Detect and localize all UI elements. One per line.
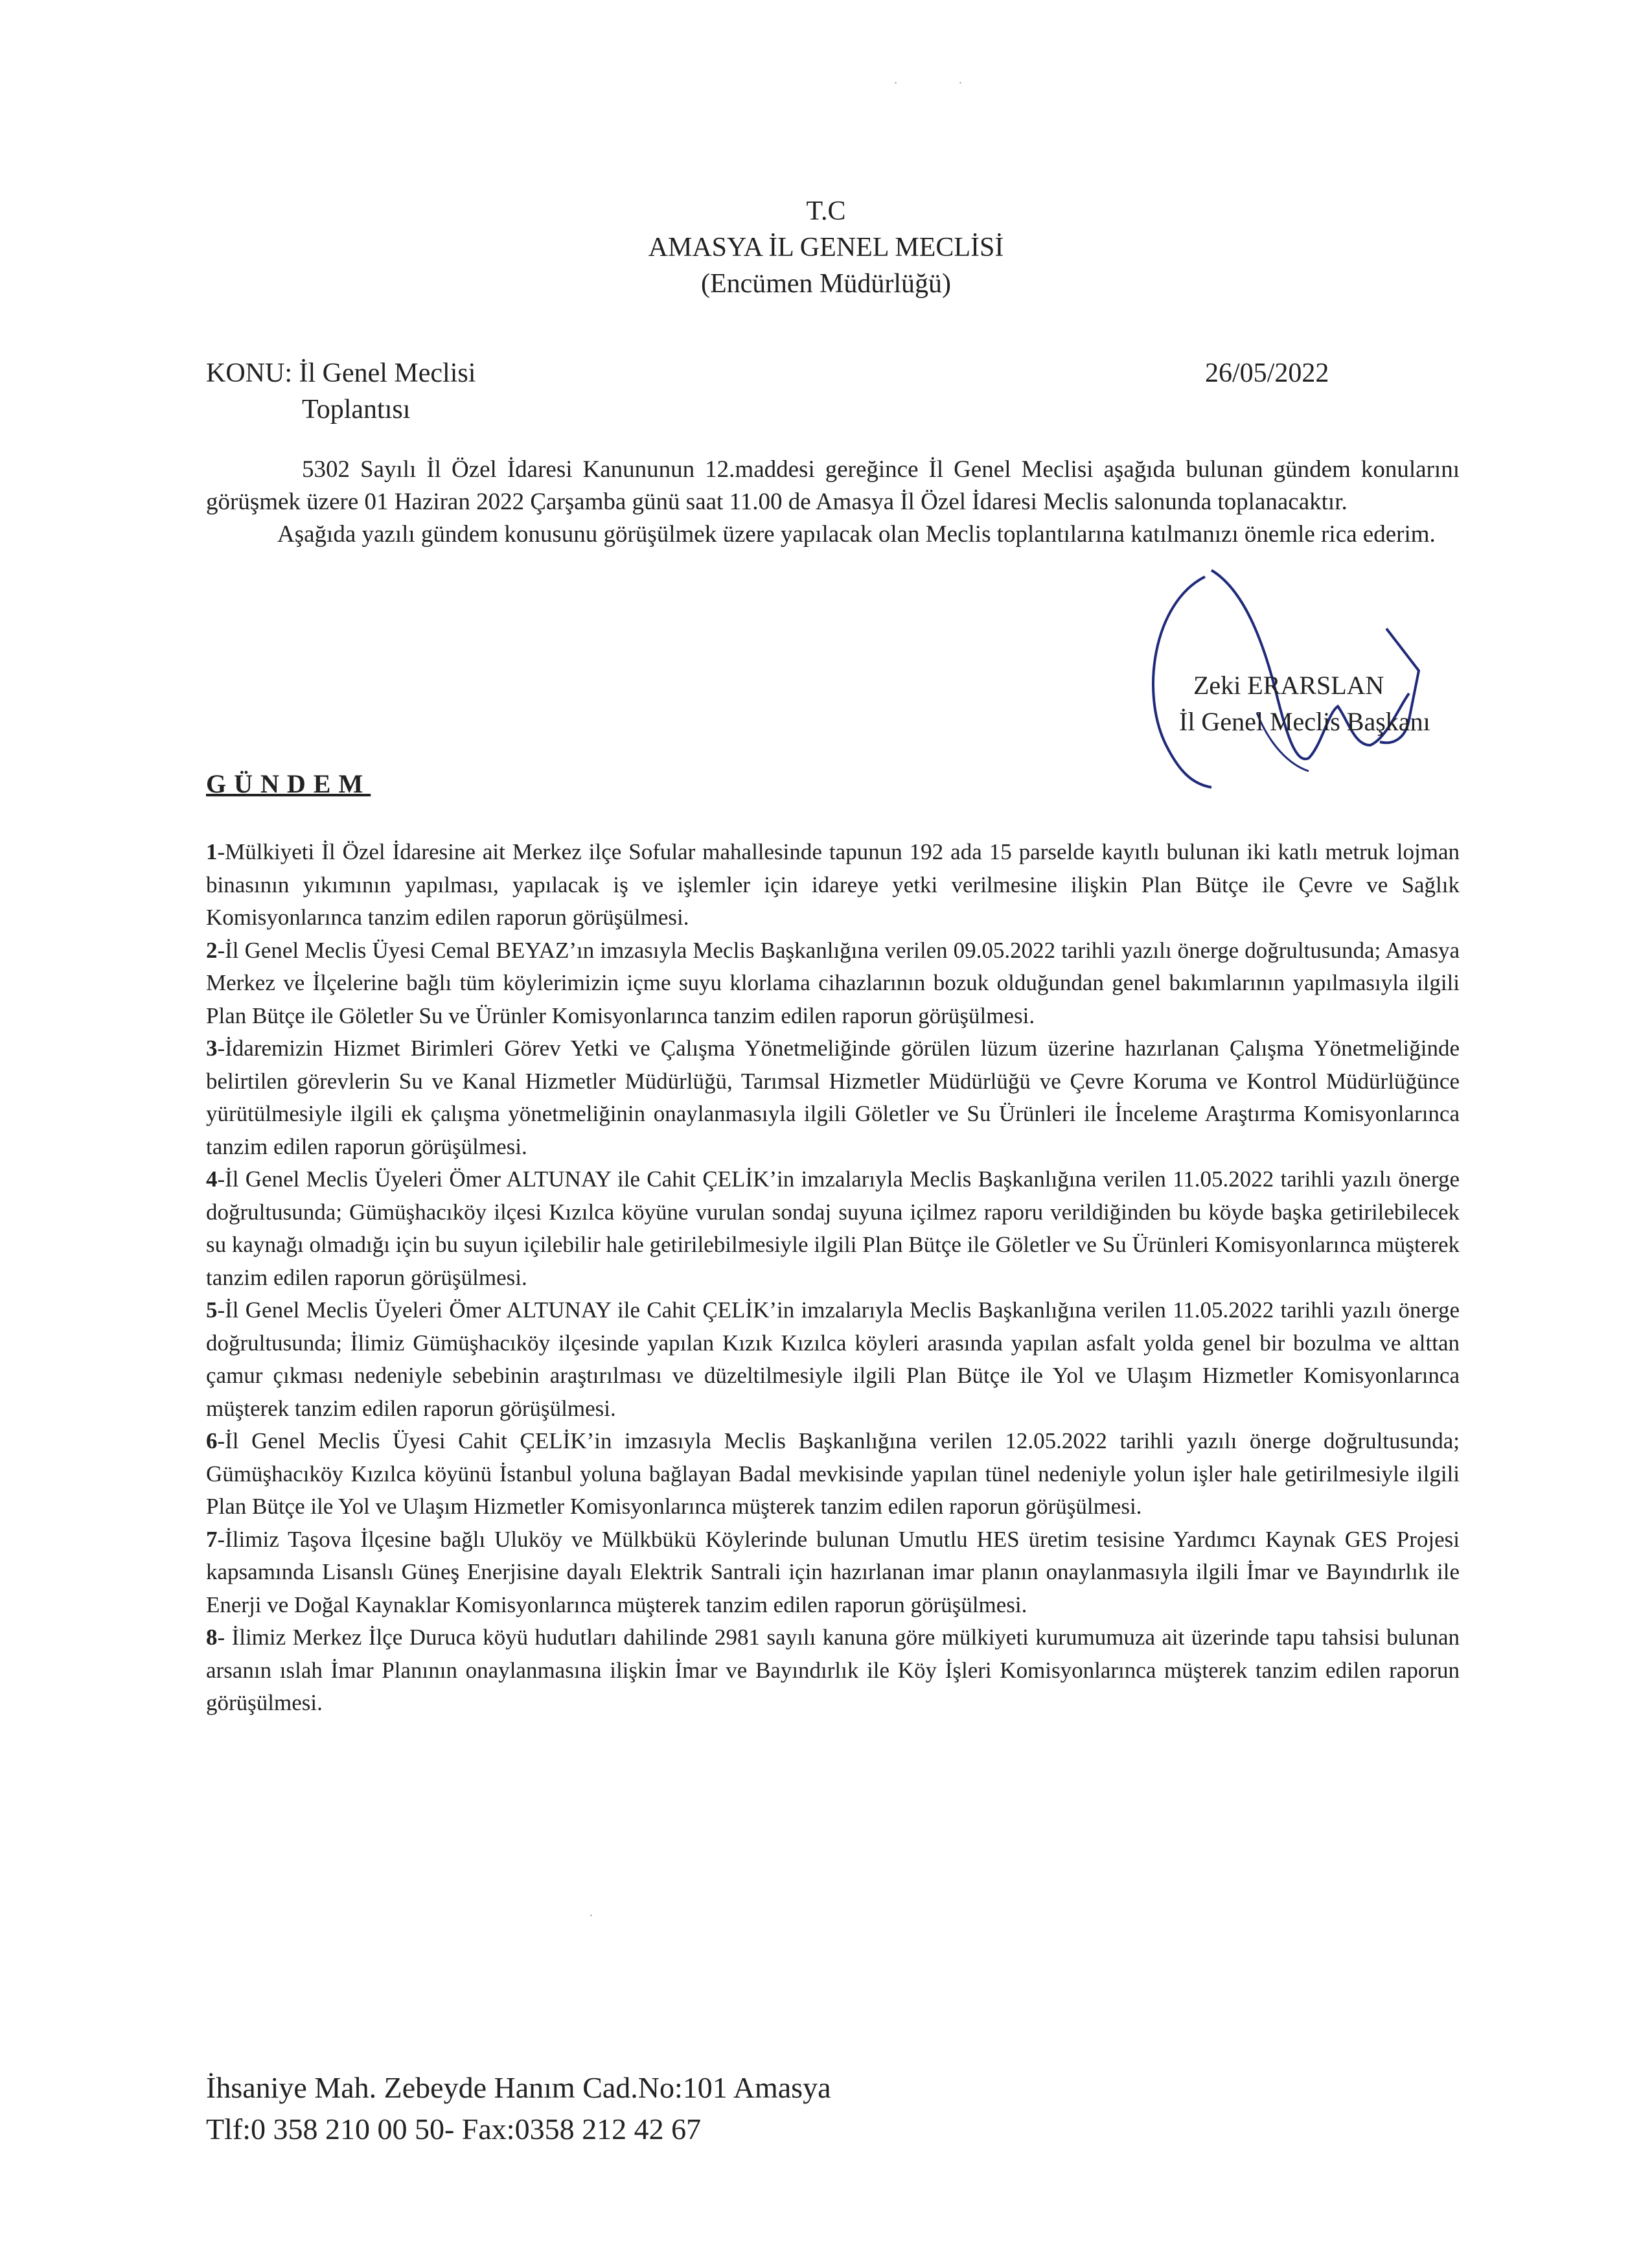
agenda-item-number: 1	[206, 839, 218, 864]
agenda-item	[206, 836, 1460, 934]
agenda-item	[206, 1032, 1460, 1163]
agenda-item-text: -İlimiz Taşova İlçesine bağlı Uluköy ve Mülkbükü Köylerinde bulunan Umutlu HES üretim tesisine Yardımcı Kaynak GES Projesi kapsamında Lisanslı Güneş Enerjisine dayalı Elektrik Santrali için hazırlanan imar planın onaylanmasıyla ilgili İmar ve Bayındırlık ile Enerji ve Doğal Kaynaklar Komisyonlarınca müşterek tanzim edilen raporun görüşülmesi.	[206, 1526, 1460, 1617]
header-line-tc: T.C	[806, 196, 846, 226]
agenda-item-number: 2	[206, 937, 218, 963]
document-header	[0, 193, 1652, 302]
agenda-item-text: -İl Genel Meclis Üyesi Cemal BEYAZ’ın imzasıyla Meclis Başkanlığına verilen 09.05.2022 tarihli yazılı önerge doğrultusunda; Amasya Merkez ve İlçelerine bağlı tüm köylerimizin içme suyu klorlama cihazlarının bozuk olduğundan genel bakımlarının yapılmasıyla ilgili Plan Bütçe ile Göletler Su ve Ürünler Komisyonlarınca tanzim edilen raporun görüşülmesi.	[206, 937, 1460, 1028]
agenda-item-text: - İlimiz Merkez İlçe Duruca köyü hudutları dahilinde 2981 sayılı kanuna göre mülkiyeti kurumumuza ait üzerinde tapu tahsisi bulunan arsanın ıslah İmar Planının onaylanmasına ilişkin İmar ve Bayındırlık ile Köy İşleri Komisyonlarınca müşterek tanzim edilen raporun görüşülmesi.	[206, 1625, 1460, 1715]
agenda-list	[206, 836, 1460, 1720]
agenda-item	[206, 934, 1460, 1033]
agenda-item-text: -İl Genel Meclis Üyesi Cahit ÇELİK’in imzasıyla Meclis Başkanlığına verilen 12.05.2022 tarihli yazılı önerge doğrultusunda; Gümüşhacıköy Kızılca köyünü İstanbul yoluna bağlayan Badal mevkisinde yapılan tünel nedeniyle yolun işler hale getirilmesiyle ilgili Plan Bütçe ile Yol ve Ulaşım Hizmetler Komisyonlarınca müşterek tanzim edilen raporun görüşülmesi.	[206, 1428, 1460, 1519]
signer-title: İl Genel Meclis Başkanı	[1179, 707, 1430, 736]
agenda-item-number: 6	[206, 1428, 218, 1453]
agenda-item	[206, 1523, 1460, 1622]
signer-block	[1179, 667, 1430, 740]
subject-continuation: Toplantısı	[302, 395, 411, 424]
agenda-item-number: 4	[206, 1166, 218, 1192]
document-footer	[206, 2067, 831, 2150]
agenda-item	[206, 1294, 1460, 1425]
agenda-item-number: 3	[206, 1036, 218, 1061]
agenda-item-number: 7	[206, 1526, 218, 1552]
agenda-item	[206, 1425, 1460, 1523]
scan-speck: .	[959, 73, 962, 87]
scan-speck: .	[590, 1905, 593, 1919]
header-line-institution: AMASYA İL GENEL MECLİSİ	[648, 233, 1004, 262]
agenda-item-text: -İl Genel Meclis Üyeleri Ömer ALTUNAY ile Cahit ÇELİK’in imzalarıyla Meclis Başkanlığına verilen 11.05.2022 tarihli yazılı önerge doğrultusunda; İlimiz Gümüşhacıköy ilçesinde yapılan Kızık Kızılca köyleri arasında yapılan asfalt yolda genel bir bozulma ve alttan çamur çıkması nedeniyle sebebinin araştırılması ve düzeltilmesiyle ilgili Plan Bütçe ile Yol ve Ulaşım Hizmetler Komisyonlarınca müşterek tanzim edilen raporun görüşülmesi.	[206, 1297, 1460, 1421]
document-date: 26/05/2022	[1205, 358, 1329, 388]
footer-address: İhsaniye Mah. Zebeyde Hanım Cad.No:101 Amasya	[206, 2071, 831, 2104]
intro-paragraph-1: 5302 Sayılı İl Özel İdaresi Kanununun 12.maddesi gereğince İl Genel Meclisi aşağıda bulunan gündem konularını görüşmek üzere 01 Haziran 2022 Çarşamba günü saat 11.00 de Amasya İl Özel İdaresi Meclis salonunda toplanacaktır.	[206, 456, 1460, 515]
intro-paragraph-2: Aşağıda yazılı gündem konusunu görüşülmek üzere yapılacak olan Meclis toplantılarına katılmanızı önemle rica ederim.	[277, 521, 1436, 548]
agenda-item	[206, 1621, 1460, 1720]
footer-phone: Tlf:0 358 210 00 50- Fax:0358 212 42 67	[206, 2112, 702, 2146]
intro-text	[206, 454, 1460, 551]
agenda-item-number: 5	[206, 1297, 218, 1323]
agenda-item-text: -Mülkiyeti İl Özel İdaresine ait Merkez ilçe Sofular mahallesinde tapunun 192 ada 15 parselde kayıtlı bulunan iki katlı metruk lojman binasının yıkımının yapılması, yapılacak iş ve işlemler için idareye yetki verilmesine ilişkin Plan Bütçe ile Çevre ve Sağlık Komisyonlarınca tanzim edilen raporun görüşülmesi.	[206, 839, 1460, 930]
agenda-item-text: -İdaremizin Hizmet Birimleri Görev Yetki ve Çalışma Yönetmeliğinde görülen lüzum üzerine hazırlanan Çalışma Yönetmeliğinde belirtilen görevlerin Su ve Kanal Hizmetler Müdürlüğü, Tarımsal Hizmetler Müdürlüğü ve Çevre Koruma ve Kontrol Müdürlüğünce yürütülmesiyle ilgili ek çalışma yönetmeliğinin onaylanmasıyla ilgili Göletler ve Su Ürünleri ile İnceleme Araştırma Komisyonlarınca tanzim edilen raporun görüşülmesi.	[206, 1036, 1460, 1159]
agenda-item-number: 8	[206, 1625, 218, 1650]
agenda-title: GÜNDEM	[206, 769, 371, 798]
scan-speck: .	[894, 73, 897, 87]
agenda-item	[206, 1163, 1460, 1294]
agenda-item-text: -İl Genel Meclis Üyeleri Ömer ALTUNAY ile Cahit ÇELİK’in imzalarıyla Meclis Başkanlığına verilen 11.05.2022 tarihli yazılı önerge doğrultusunda; Gümüşhacıköy ilçesi Kızılca köyüne vurulan sondaj suyuna içilmez raporu verildiğinden bu köyde başka getirilebilecek su kaynağı olmadığı için bu suyun içilebilir hale getirilebilmesiyle ilgili Plan Bütçe ile Göletler ve Su Ürünleri Komisyonlarınca müşterek tanzim edilen raporun görüşülmesi.	[206, 1166, 1460, 1290]
signer-name: Zeki ERARSLAN	[1193, 671, 1384, 700]
subject-block	[206, 355, 476, 428]
header-line-department: (Encümen Müdürlüğü)	[700, 269, 952, 299]
subject-label: KONU: İl Genel Meclisi	[206, 358, 476, 388]
